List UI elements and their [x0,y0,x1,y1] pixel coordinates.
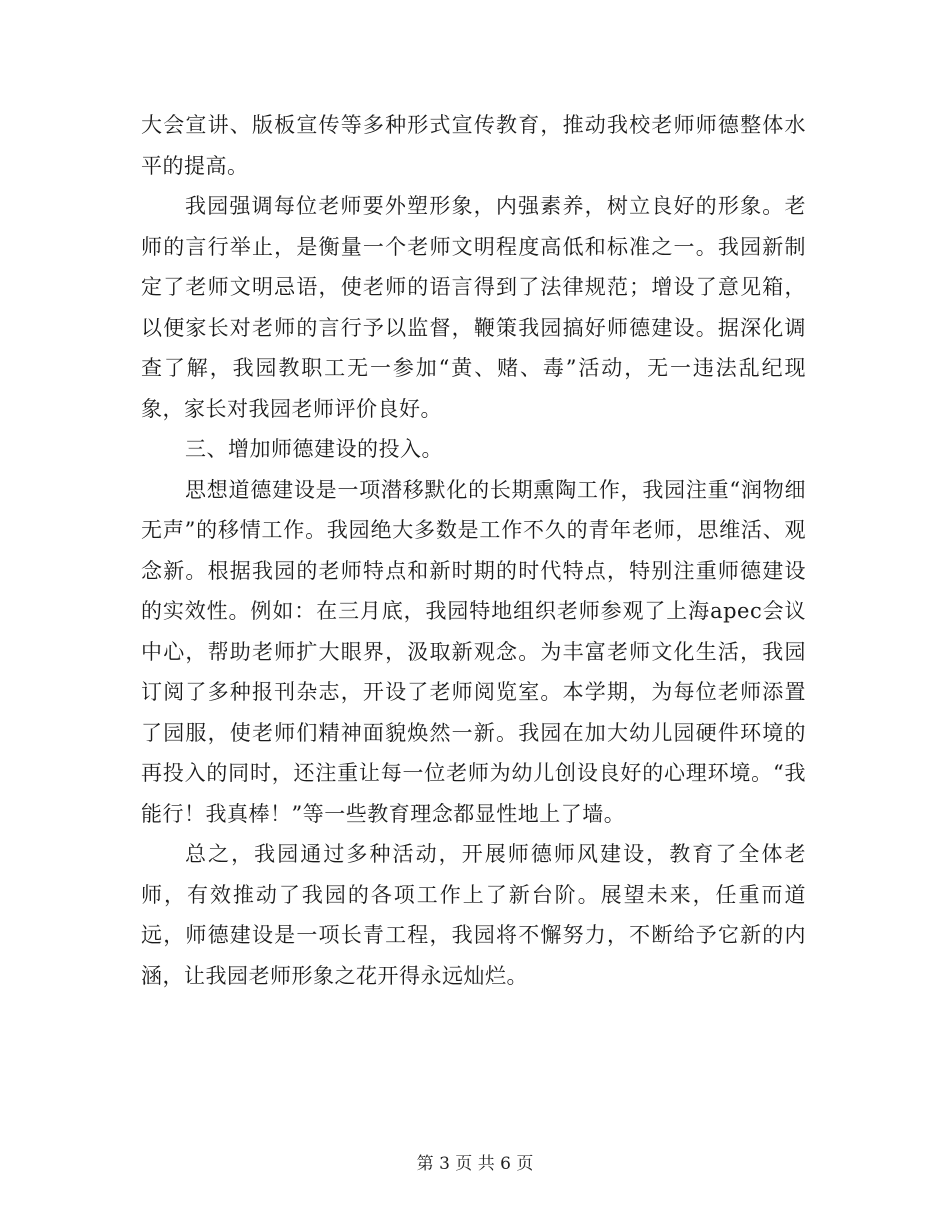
paragraph-moral-construction: 思想道德建设是一项潜移默化的长期熏陶工作，我园注重“润物细无声”的移情工作。我园绝大多数是工作不久的青年老师，思维活、观念新。根据我园的老师特点和新时期的时代特点，特别注重师德建设的实效性。例如：在三月底，我园特地组织老师参观了上海apec会议中心，帮助老师扩大眼界，汲取新观念。为丰富老师文化生活，我园订阅了多种报刊杂志，开设了老师阅览室。本学期，为每位老师添置了园服，使老师们精神面貌焕然一新。我园在加大幼儿园硬件环境的再投入的同时，还注重让每一位老师为幼儿创设良好的心理环境。“我能行！我真棒！”等一些教育理念都显性地上了墙。 [141,477,806,826]
paragraph-continuation: 大会宣讲、版板宣传等多种形式宣传教育，推动我校老师师德整体水平的提高。 [141,113,806,178]
document-body [141,105,806,996]
paragraph-teacher-image: 我园强调每位老师要外塑形象，内强素养，树立良好的形象。老师的言行举止，是衡量一个老师文明程度高低和标准之一。我园新制定了老师文明忌语，使老师的语言得到了法律规范；增设了意见箱，以便家长对老师的言行予以监督，鞭策我园搞好师德建设。据深化调查了解，我园教职工无一参加“黄、赌、毒”活动，无一违法乱纪现象，家长对我园老师评价良好。 [141,194,806,421]
section-heading-investment: 三、增加师德建设的投入。 [185,437,443,461]
page-number-label: 第 3 页 共 6 页 [416,1154,534,1174]
paragraph-conclusion: 总之，我园通过多种活动，开展师德师风建设，教育了全体老师，有效推动了我园的各项工作上了新台阶。展望未来，任重而道远，师德建设是一项长青工程，我园将不懈努力，不断给予它新的内涵，让我园老师形象之花开得永远灿烂。 [141,842,806,988]
page-footer [0,1153,950,1175]
